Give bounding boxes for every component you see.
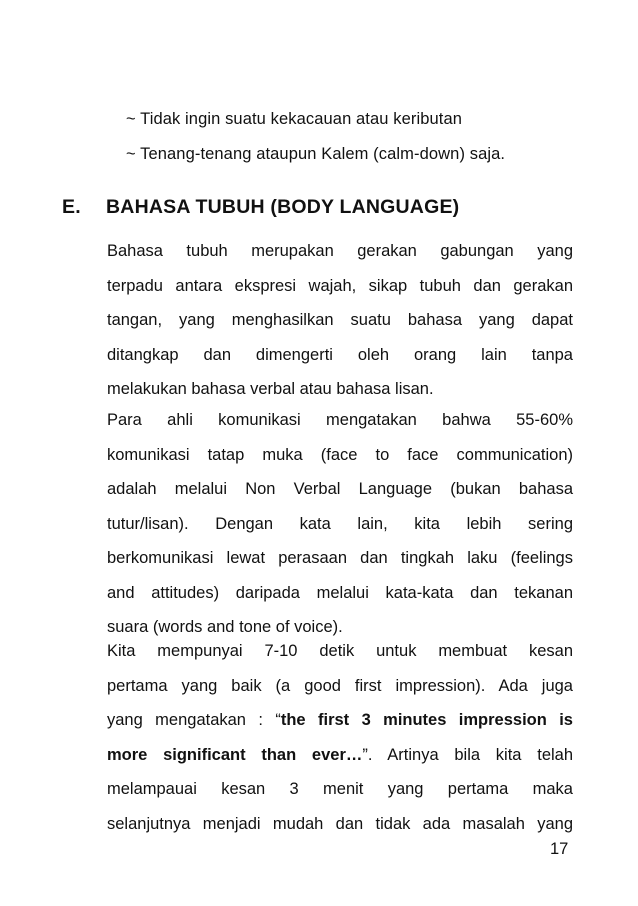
paragraph-line: ditangkap dan dimengerti oleh orang lain tanpa (107, 345, 573, 364)
paragraph-line: komunikasi tatap muka (face to face communication) (107, 445, 573, 464)
section-title: BAHASA TUBUH (BODY LANGUAGE) (106, 196, 460, 218)
paragraph-line: pertama yang baik (a good first impression). Ada juga (107, 676, 573, 695)
paragraph-line: berkomunikasi lewat perasaan dan tingkah laku (feelings (107, 549, 573, 567)
section-heading (62, 196, 459, 219)
paragraph-line: tangan, yang menghasilkan suatu bahasa yang dapat (107, 311, 573, 329)
paragraph-line: adalah melalui Non Verbal Language (bukan bahasa (107, 480, 573, 498)
quote-intro: yang mengatakan : “ (107, 711, 281, 729)
paragraph-line: and attitudes) daripada melalui kata-kata dan tekanan (107, 583, 573, 602)
paragraph-line (107, 703, 573, 738)
paragraph-line: terpadu antara ekspresi wajah, sikap tubuh dan gerakan (107, 276, 573, 295)
page-number: 17 (550, 840, 569, 858)
paragraph-communication-experts (107, 403, 573, 645)
paragraph-line: melakukan bahasa verbal atau bahasa lisan. (107, 380, 434, 398)
paragraph-line (107, 738, 573, 773)
paragraph-line: Bahasa tubuh merupakan gerakan gabungan yang (107, 242, 573, 260)
quote-outro: ”. Artinya bila kita telah (362, 745, 574, 764)
bullet-item: ~ Tidak ingin suatu kekacauan atau keributan (126, 110, 463, 128)
paragraph-line: suara (words and tone of voice). (107, 618, 343, 636)
paragraph-body-language-definition (107, 234, 573, 407)
paragraph-line: melampauai kesan 3 menit yang pertama maka (107, 780, 573, 798)
paragraph-line: Kita mempunyai 7-10 detik untuk membuat kesan (107, 642, 573, 660)
section-letter: E. (62, 196, 81, 218)
quote-bold: more significant than ever… (107, 745, 363, 764)
bullet-item: ~ Tenang-tenang ataupun Kalem (calm-down) saja. (126, 145, 506, 163)
paragraph-first-impression (107, 634, 573, 841)
paragraph-line: tutur/lisan). Dengan kata lain, kita lebih sering (107, 514, 573, 533)
paragraph-line: selanjutnya menjadi mudah dan tidak ada masalah yang (107, 814, 573, 833)
paragraph-line: Para ahli komunikasi mengatakan bahwa 55-60% (107, 411, 573, 429)
quote-bold: the first 3 minutes impression is (280, 711, 573, 729)
